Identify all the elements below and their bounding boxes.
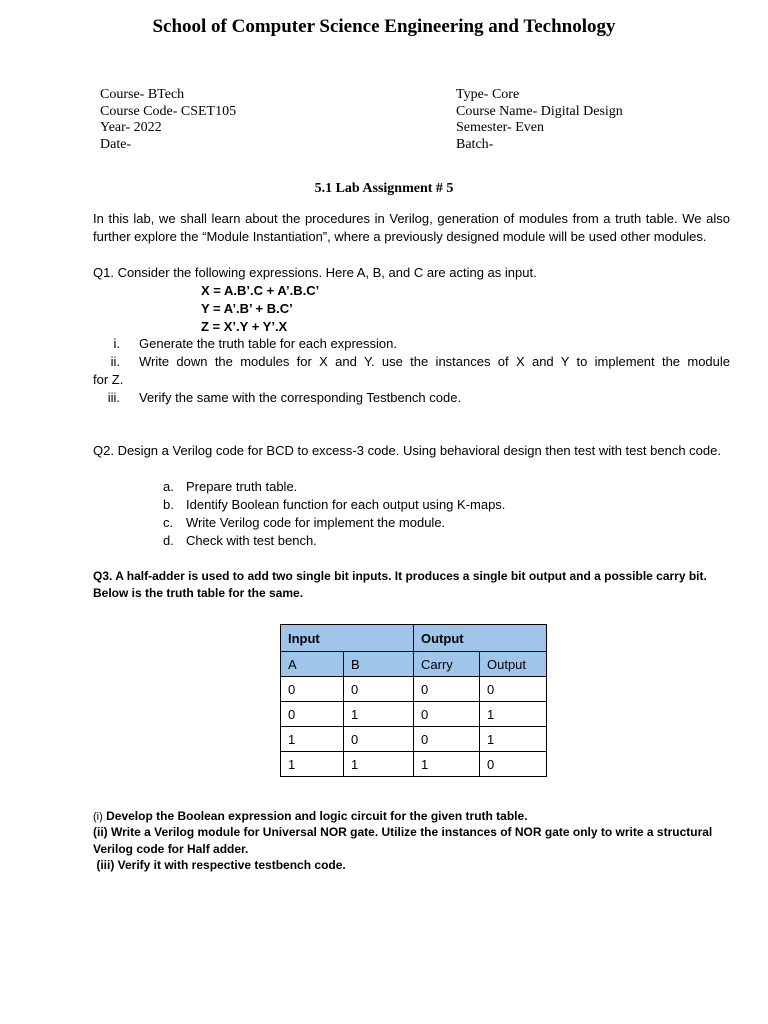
semester-label: Semester- Even [456, 120, 544, 135]
q3-part-num: (i) [93, 811, 103, 823]
table-cell: 1 [281, 727, 344, 752]
output-group-header: Output [414, 625, 547, 652]
table-cell: 0 [414, 727, 480, 752]
batch-label: Batch- [456, 136, 494, 152]
table-cell: 1 [414, 752, 480, 777]
q1-item-text: Verify the same with the corresponding Testbench code. [139, 390, 462, 405]
table-cell: 0 [344, 727, 414, 752]
q1-item-num: i. [113, 336, 120, 351]
q3-part-text: Develop the Boolean expression and logic circuit for the given truth table. [102, 809, 528, 823]
table-cell: 0 [414, 677, 480, 702]
lab-assignment-heading: 5.1 Lab Assignment # 5 [314, 181, 454, 196]
q1-item-num: iii. [107, 390, 120, 405]
q3-part-ii [93, 824, 730, 857]
type-label: Type- Core [456, 87, 520, 102]
table-cell: 0 [480, 752, 547, 777]
table-row [281, 677, 547, 702]
table-cell: 1 [344, 702, 414, 727]
year-label: Year- 2022 [100, 120, 162, 135]
course-code-label: Course Code- CSET105 [100, 103, 237, 119]
q2-item-num: c. [163, 515, 174, 530]
equation-x: X = A.B’.C + A’.B.C’ [201, 283, 320, 298]
course-info-right [456, 87, 623, 153]
q1-item-text-continued: for Z. [93, 372, 124, 387]
column-header-b: B [344, 652, 414, 677]
table-cell: 1 [480, 727, 547, 752]
q2-item-num: a. [163, 479, 174, 494]
q1-question: Q1. Consider the following expressions. Here A, B, and C are acting as input. [93, 265, 537, 280]
course-label: Course- BTech [100, 87, 185, 102]
q3-part-i [93, 808, 730, 826]
column-header-carry: Carry [414, 652, 480, 677]
q1-item-num: ii. [110, 354, 120, 369]
q3-part-iii [93, 857, 730, 874]
table-cell: 0 [414, 702, 480, 727]
page-title: School of Computer Science Engineering and Technology [152, 16, 616, 37]
table-column-header-row [281, 652, 547, 677]
q3-part-text: Verify it with respective testbench code. [114, 858, 346, 872]
table-row [281, 752, 547, 777]
table-cell: 1 [480, 702, 547, 727]
date-label: Date- [100, 136, 132, 152]
q3-part-num: (iii) [93, 858, 115, 872]
half-adder-truth-table [280, 624, 547, 777]
table-cell: 0 [281, 677, 344, 702]
table-cell: 0 [480, 677, 547, 702]
table-cell: 1 [344, 752, 414, 777]
table-cell: 0 [281, 702, 344, 727]
q1-item-text: Write down the modules for X and Y. use the instances of X and Y to implement the module [139, 354, 730, 369]
course-name-label: Course Name- Digital Design [456, 103, 623, 119]
table-row [281, 702, 547, 727]
q3-part-num: (ii) [93, 825, 108, 839]
q2-item-text: Prepare truth table. [186, 479, 298, 494]
q2-item-text: Write Verilog code for implement the module. [186, 515, 446, 530]
equation-z: Z = X’.Y + Y’.X [201, 319, 288, 334]
q2-item-text: Check with test bench. [186, 533, 317, 548]
table-row [281, 727, 547, 752]
q2-question: Q2. Design a Verilog code for BCD to excess-3 code. Using behavioral design then test with test bench code. [93, 443, 721, 458]
q3-part-text: Write a Verilog module for Universal NOR gate. Utilize the instances of NOR gate only to write a structural Verilog code for Half adder. [93, 825, 713, 856]
q2-item-text: Identify Boolean function for each output using K-maps. [186, 497, 506, 512]
equation-y: Y = A’.B’ + B.C’ [201, 301, 293, 316]
course-info-left [100, 87, 236, 153]
input-group-header: Input [281, 625, 414, 652]
q3-question: Q3. A half-adder is used to add two single bit inputs. It produces a single bit output and a possible carry bit. Below is the truth table for the same. [93, 569, 707, 600]
q2-item-num: d. [163, 533, 174, 548]
table-group-header-row [281, 625, 547, 652]
intro-paragraph: In this lab, we shall learn about the procedures in Verilog, generation of modules from a truth table. We also further explore the “Module Instantiation”, where a previously designed module will be used other modules. [93, 211, 730, 244]
table-cell: 0 [344, 677, 414, 702]
table-cell: 1 [281, 752, 344, 777]
column-header-a: A [281, 652, 344, 677]
q1-item-text: Generate the truth table for each expression. [139, 336, 397, 351]
q2-item-num: b. [163, 497, 174, 512]
column-header-output: Output [480, 652, 547, 677]
